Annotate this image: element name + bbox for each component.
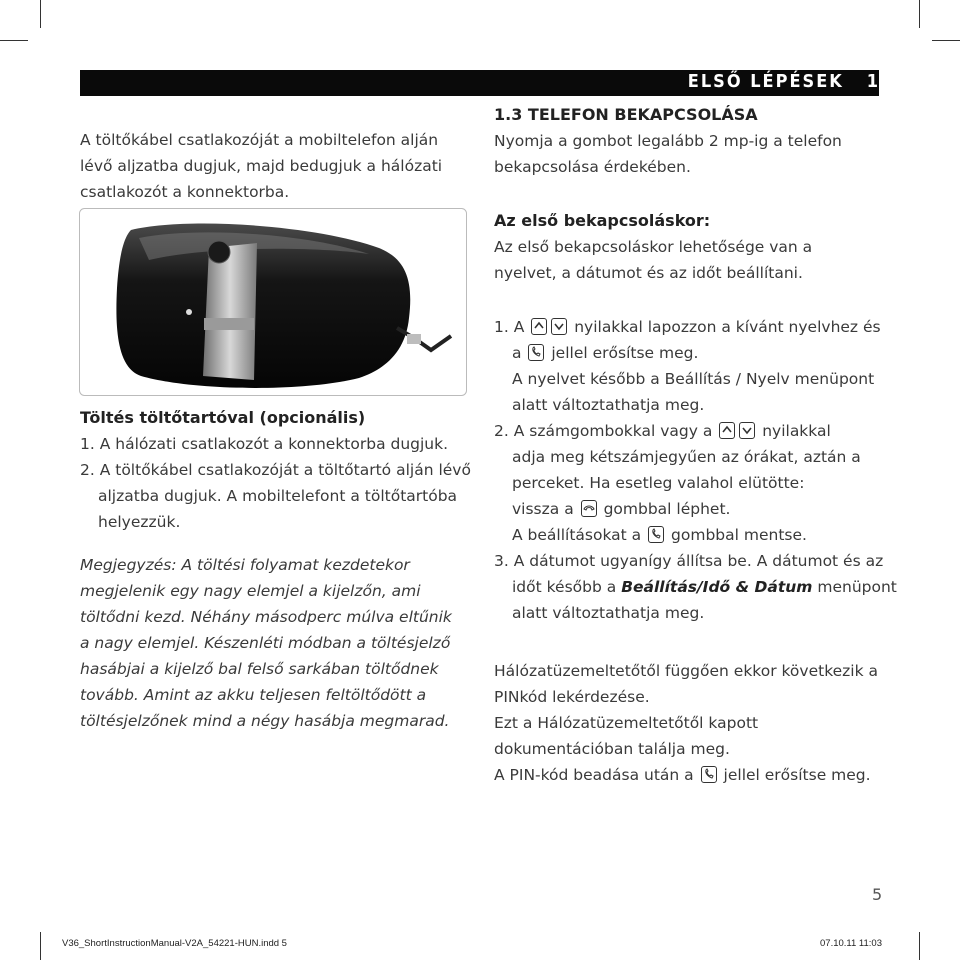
- section-paragraph: [494, 128, 842, 180]
- text-line: Hálózatüzemeltetőtől függően ekkor következik a: [494, 662, 879, 680]
- note-line: töltésjelzőnek mind a négy hasábja megmarad.: [80, 712, 450, 730]
- note-line: töltődni kezd. Néhány másodperc múlva eltűnik: [80, 608, 452, 626]
- phone-photo: [79, 208, 467, 396]
- text-line: PINkód lekérdezése.: [494, 688, 650, 706]
- crop-mark: [932, 40, 960, 41]
- end-key-icon: [581, 500, 597, 517]
- call-key-icon: [701, 766, 717, 783]
- text-line: A töltőkábel csatlakozóját a mobiltelefon alján: [80, 131, 439, 149]
- call-key-icon: [648, 526, 664, 543]
- list-item: időt később a Beállítás/Idő & Dátum menüpont: [512, 578, 897, 596]
- list-item: alatt változtathatja meg.: [512, 396, 705, 414]
- up-arrow-key-icon: [531, 318, 547, 335]
- list-item: 2. A számgombokkal vagy a nyilakkal: [494, 422, 831, 440]
- list-item: a jellel erősítse meg.: [512, 344, 699, 362]
- first-startup-heading: Az első bekapcsoláskor:: [494, 211, 711, 230]
- up-arrow-key-icon: [719, 422, 735, 439]
- list-item: 2. A töltőkábel csatlakozóját a töltőtartó alján lévő: [80, 461, 471, 479]
- list-item: perceket. Ha esetleg valahol elütötte:: [512, 474, 805, 492]
- chapter-title: ELSŐ LÉPÉSEK 1: [687, 71, 880, 92]
- text-line: dokumentációban találja meg.: [494, 740, 730, 758]
- page-number: 5: [872, 885, 883, 904]
- note-paragraph: [80, 552, 452, 734]
- text-line: bekapcsolása érdekében.: [494, 158, 691, 176]
- list-item: aljzatba dugjuk. A mobiltelefont a töltőtartóba: [98, 487, 458, 505]
- first-startup-paragraph: [494, 234, 812, 286]
- text-line: Az első bekapcsoláskor lehetősége van a: [494, 238, 813, 256]
- list-item: A beállításokat a gombbal mentse.: [512, 526, 807, 544]
- list-item: A nyelvet később a Beállítás / Nyelv menüpont: [512, 370, 875, 388]
- crop-mark: [919, 0, 920, 28]
- menu-path: Beállítás/Idő & Dátum: [621, 578, 813, 596]
- setup-list: [494, 314, 897, 626]
- list-item: 1. A nyilakkal lapozzon a kívánt nyelvhez és: [494, 318, 881, 336]
- list-item: alatt változtathatja meg.: [512, 604, 705, 622]
- pin-paragraph: [494, 658, 878, 788]
- text-line: Nyomja a gombot legalább 2 mp-ig a telefon: [494, 132, 842, 150]
- list-item: adja meg kétszámjegyűen az órákat, aztán a: [512, 448, 861, 466]
- note-line: a nagy elemjel. Készenléti módban a töltésjelző: [80, 634, 451, 652]
- section-heading: 1.3 TELEFON BEKAPCSOLÁSA: [494, 105, 758, 124]
- note-line: megjelenik egy nagy elemjel a kijelzőn, ami: [80, 582, 421, 600]
- crop-mark: [919, 932, 920, 960]
- list-item: helyezzük.: [98, 513, 181, 531]
- call-key-icon: [528, 344, 544, 361]
- charging-steps: [80, 431, 471, 535]
- down-arrow-key-icon: [739, 422, 755, 439]
- text-line: A PIN-kód beadása után a jellel erősítse meg.: [494, 766, 871, 784]
- note-line: Megjegyzés: A töltési folyamat kezdetekor: [80, 556, 410, 574]
- text-line: nyelvet, a dátumot és az időt beállítani.: [494, 264, 803, 282]
- list-item: vissza a gombbal léphet.: [512, 500, 731, 518]
- footer-date: 07.10.11 11:03: [820, 938, 882, 949]
- footer-filename: V36_ShortInstructionManual-V2A_54221-HUN.indd 5: [62, 938, 287, 949]
- list-item: 3. A dátumot ugyanígy állítsa be. A dátumot és az: [494, 552, 884, 570]
- list-item: 1. A hálózati csatlakozót a konnektorba dugjuk.: [80, 435, 449, 453]
- crop-mark: [40, 0, 41, 28]
- crop-mark: [40, 932, 41, 960]
- intro-paragraph: [80, 127, 442, 205]
- note-line: hasábjai a kijelző bal felső sarkában töltődnek: [80, 660, 439, 678]
- text-line: csatlakozót a konnektorba.: [80, 183, 290, 201]
- down-arrow-key-icon: [551, 318, 567, 335]
- text-line: Ezt a Hálózatüzemeltetőtől kapott: [494, 714, 759, 732]
- crop-mark: [0, 40, 28, 41]
- note-line: tovább. Amint az akku teljesen feltöltődött a: [80, 686, 427, 704]
- charging-heading: Töltés töltőtartóval (opcionális): [80, 408, 366, 427]
- text-line: lévő aljzatba dugjuk, majd bedugjuk a hálózati: [80, 157, 443, 175]
